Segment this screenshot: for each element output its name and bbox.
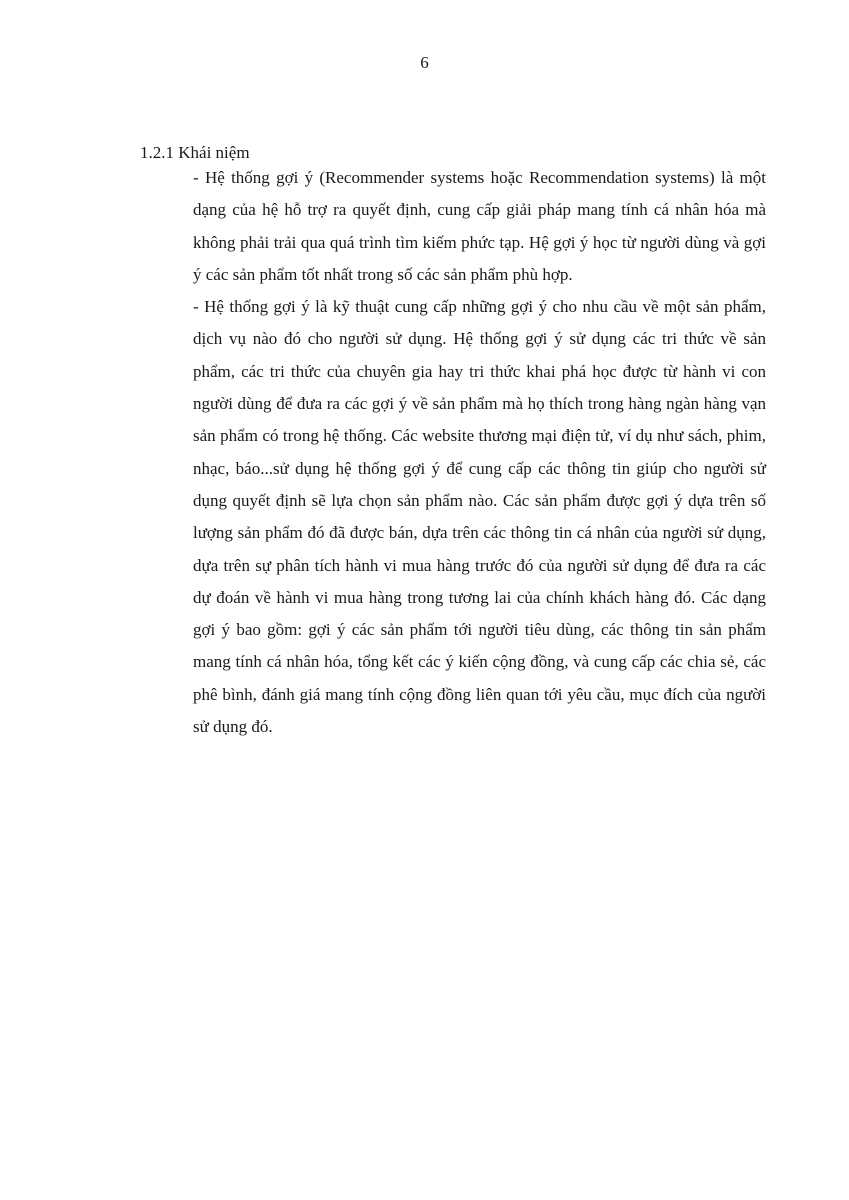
paragraph-technique: - Hệ thống gợi ý là kỹ thuật cung cấp những gợi ý cho nhu cầu về một sản phẩm, dịch vụ nào đó cho người sử dụng. Hệ thống gợi ý sử dụng các tri thức về sản phẩm, các tri thức của chuyên gia hay tri thức khai phá học được từ hành vi con người dùng để đưa ra các gợi ý về sản phẩm mà họ thích trong hàng ngàn hàng vạn sản phẩm có trong hệ thống. Các website thương mại điện tử, ví dụ như sách, phim, nhạc, báo...sử dụng hệ thống gợi ý để cung cấp các thông tin giúp cho người sử dụng quyết định sẽ lựa chọn sản phẩm nào. Các sản phẩm được gợi ý dựa trên số lượng sản phẩm đó đã được bán, dựa trên các thông tin cá nhân của người sử dụng, dựa trên sự phân tích hành vi mua hàng trước đó của người sử dụng để đưa ra các dự đoán về hành vi mua hàng trong tương lai của chính khách hàng đó. Các dạng gợi ý bao gồm: gợi ý các sản phẩm tới người tiêu dùng, các thông tin sản phẩm mang tính cá nhân hóa, tổng kết các ý kiến cộng đồng, và cung cấp các chia sẻ, các phê bình, đánh giá mang tính cộng đồng liên quan tới yêu cầu, mục đích của người sử dụng đó. <box>193 297 766 737</box>
page-number: 6 <box>420 53 429 72</box>
paragraph-definition: - Hệ thống gợi ý (Recommender systems hoặc Recommendation systems) là một dạng của hệ hỗ trợ ra quyết định, cung cấp giải pháp mang tính cá nhân hóa mà không phải trải qua quá trình tìm kiếm phức tạp. Hệ gợi ý học từ người dùng và gợi ý các sản phẩm tốt nhất trong số các sản phẩm phù hợp. <box>193 168 766 284</box>
section-heading: 1.2.1 Khái niệm <box>140 143 250 162</box>
body-text <box>193 162 766 743</box>
